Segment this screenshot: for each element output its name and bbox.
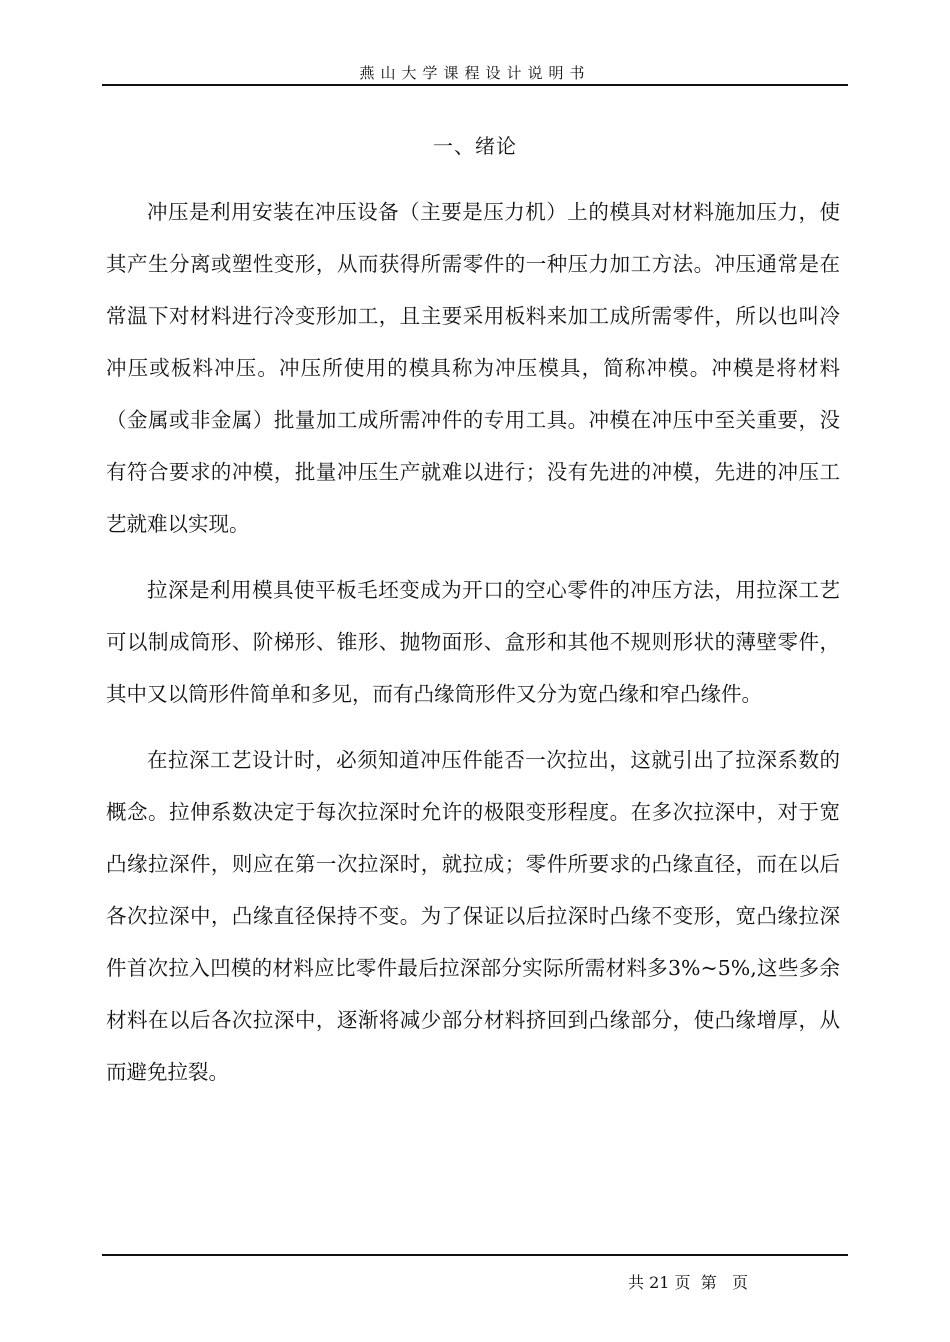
page-header: 燕山大学课程设计说明书 <box>359 64 591 82</box>
body-text <box>106 186 840 1112</box>
section-title: 一、绪论 <box>433 134 517 158</box>
footer-divider <box>102 1254 848 1256</box>
paragraph-3: 在拉深工艺设计时，必须知道冲压件能否一次拉出，这就引出了拉深系数的概念。拉伸系数决定于每次拉深时允许的极限变形程度。在多次拉深中，对于宽凸缘拉深件，则应在第一次拉深时，就拉成；零件所要求的凸缘直径，而在以后各次拉深中，凸缘直径保持不变。为了保证以后拉深时凸缘不变形，宽凸缘拉深件首次拉入凹模的材料应比零件最后拉深部分实际所需材料多3%~5%,这些多余材料在以后各次拉深中，逐渐将减少部分材料挤回到凸缘部分，使凸缘增厚，从而避免拉裂。 <box>106 748 840 1084</box>
page-footer: 共 21 页 第 页 <box>628 1273 748 1292</box>
paragraph-1: 冲压是利用安装在冲压设备（主要是压力机）上的模具对材料施加压力，使其产生分离或塑性变形，从而获得所需零件的一种压力加工方法。冲压通常是在常温下对材料进行冷变形加工，且主要采用板料来加工成所需零件，所以也叫冷冲压或板料冲压。冲压所使用的模具称为冲压模具，简称冲模。冲模是将材料（金属或非金属）批量加工成所需冲件的专用工具。冲模在冲压中至关重要，没有符合要求的冲模，批量冲压生产就难以进行；没有先进的冲模，先进的冲压工艺就难以实现。 <box>106 200 840 536</box>
header-divider <box>102 84 848 86</box>
paragraph-2: 拉深是利用模具使平板毛坯变成为开口的空心零件的冲压方法，用拉深工艺可以制成筒形、阶梯形、锥形、抛物面形、盒形和其他不规则形状的薄壁零件，其中又以筒形件简单和多见，而有凸缘筒形件又分为宽凸缘和窄凸缘件。 <box>106 578 840 706</box>
